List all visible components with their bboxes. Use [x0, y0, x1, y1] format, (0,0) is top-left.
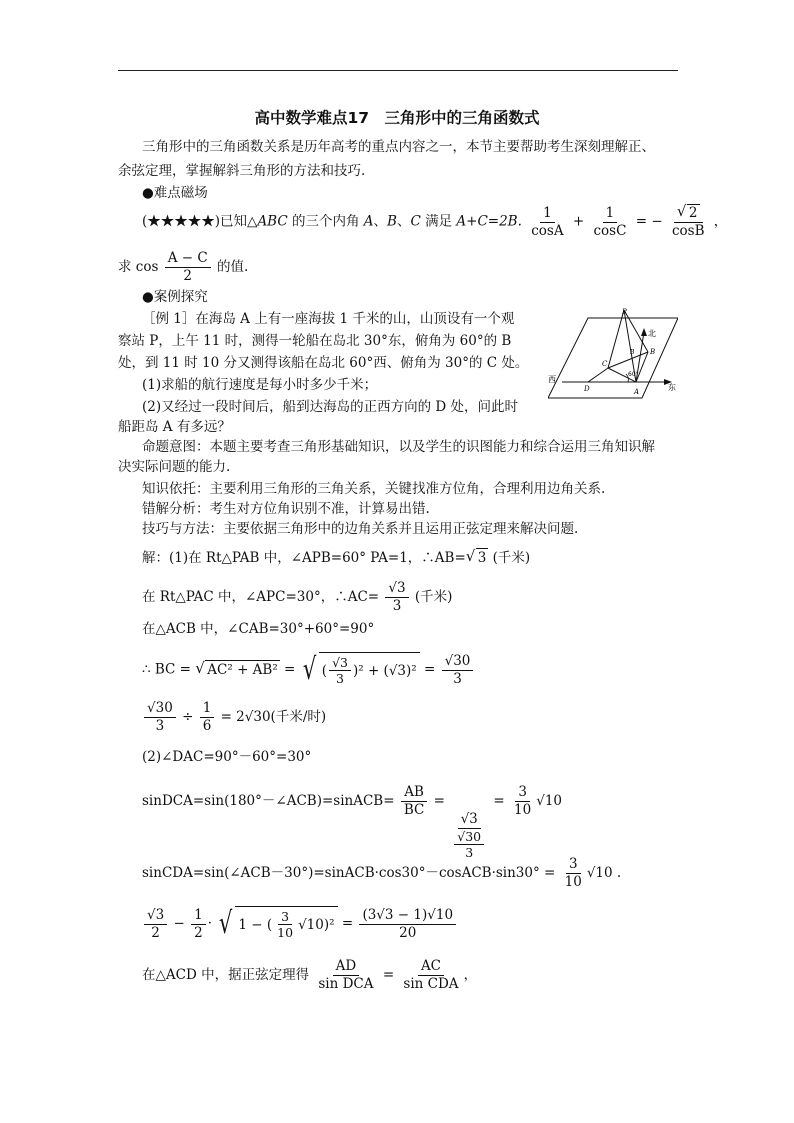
- problem-statement: [142, 204, 727, 240]
- fraction-ab-bc: $\frac{AB}{BC}$: [401, 784, 428, 819]
- fraction-half-diff: $\frac{A - C}{2}$: [165, 250, 211, 285]
- sqrt-expression: √ ( √3 3 )² + (√3)²: [300, 652, 420, 688]
- example-line-2: 察站 P，上午 11 时，测得一轮船在岛北 30°东，俯角为 60°的 B: [118, 333, 512, 349]
- north-arrow-icon: [641, 328, 647, 336]
- angle-b: B: [387, 213, 397, 230]
- angle-c: C: [410, 213, 421, 230]
- minus-sign: −: [173, 915, 185, 932]
- header-rule: [118, 70, 678, 71]
- error-analysis: 错解分析：考生对方位角识别不准，计算易出错.: [142, 501, 430, 517]
- fraction-bc-value: $\frac{√30}{3}$: [144, 700, 176, 735]
- label-c: C: [602, 360, 608, 368]
- solution-step-7: [142, 784, 562, 860]
- equals-sign: =: [493, 793, 505, 809]
- example-line-3: 处，到 11 时 10 分又测得该船在岛北 60°西、俯角为 30°的 C 处。: [118, 355, 529, 371]
- step-text: 在△ACD 中，据正弦定理得: [142, 967, 310, 983]
- intro-line-2: 余弦定理，掌握解斜三角形的方法和技巧.: [118, 163, 366, 179]
- fraction-3-10: $\frac{3}{10}$: [564, 856, 582, 890]
- intent-line-1: 命题意图：本题主要考查三角形基础知识，以及学生的识图能力和综合运用三角知识解: [142, 439, 655, 455]
- section-difficulty: ●难点磁场: [142, 185, 208, 201]
- compound-fraction: $\frac{√3}{\frac{√30}{3}}$: [451, 811, 487, 860]
- section-cases: ●案例探究: [142, 289, 208, 305]
- fraction-ad: AD sin DCA: [318, 958, 374, 992]
- sqrt-10: √10 .: [586, 865, 622, 881]
- intro-line-1: 三角形中的三角函数关系是历年高考的重点内容之一，本节主要帮助考生深刻理解正、: [142, 139, 655, 155]
- equals-sign: = −: [635, 213, 663, 230]
- fraction-cosB: √ 2 cosB: [671, 202, 705, 239]
- label-north: 北: [648, 329, 656, 338]
- solution-step-3: 在△ACB 中，∠CAB=30°+60°=90°: [142, 621, 375, 637]
- condition: A+C=2B.: [456, 213, 522, 230]
- intent-line-2: 决实际问题的能力.: [118, 459, 231, 475]
- equals-sign: =: [433, 793, 445, 809]
- solution-step-4: [142, 652, 475, 688]
- example-line-1: ［例 1］在海岛 A 上有一座海拔 1 千米的山，山顶设有一个观: [142, 311, 515, 327]
- fraction-3-10: $\frac{3}{10}$: [514, 784, 532, 818]
- sqrt-sum: √ AC² + AB²: [195, 658, 278, 678]
- question-2b: 船距岛 A 有多远？: [118, 419, 231, 435]
- equals-sign: =: [341, 915, 354, 932]
- label-angle: 60°: [628, 371, 639, 378]
- comma: ，: [463, 967, 478, 983]
- step-text: 解：(1)在 Rt△PAB 中，∠APB=60° PA=1，∴AB=: [142, 550, 466, 566]
- label-d: D: [584, 385, 590, 393]
- sqrt-10: √10: [536, 793, 562, 809]
- solution-step-8: [142, 856, 621, 891]
- divide-sign: ÷: [182, 709, 194, 725]
- ask-prefix: 求 cos: [118, 259, 159, 275]
- fraction-sqrt3-2: $\frac{√3}{2}$: [144, 907, 167, 942]
- fraction-cosC: $\frac{1}{\cos C}$: [593, 204, 627, 239]
- dot-sign: ·: [207, 915, 212, 932]
- equals-sign: =: [382, 967, 395, 983]
- triangle-abc: ABC: [257, 213, 288, 230]
- solution-step-5: [142, 700, 326, 735]
- question-2a: (2)又经过一段时间后，船到达海岛的正西方向的 D 处，问此时: [142, 399, 519, 415]
- problem-text: 满足: [420, 213, 457, 230]
- separator: 、: [373, 213, 388, 230]
- solution-step-9: [142, 906, 458, 942]
- unit: (千米): [414, 589, 453, 605]
- problem-question: [118, 250, 248, 285]
- equals-sign: =: [424, 661, 436, 678]
- fraction-ac-sin: AC sin CDA: [403, 958, 459, 992]
- label-b: B: [650, 348, 656, 356]
- ask-suffix: 的值.: [217, 259, 249, 275]
- label-p: P: [622, 308, 627, 316]
- separator: 、: [396, 213, 411, 230]
- line-cb: [608, 352, 648, 368]
- step-text: 在 Rt△PAC 中，∠APC=30°，∴AC=: [142, 589, 380, 605]
- solution-step-2: [142, 580, 452, 615]
- plane-outline: [548, 318, 678, 398]
- line-cd: [588, 368, 608, 382]
- geometry-figure: [548, 306, 678, 400]
- comma: ，: [713, 213, 728, 230]
- solution-step-10: [142, 958, 477, 993]
- solution-step-1: [142, 548, 530, 567]
- sqrt-expression: √ 1 − ( 3 10 √10)²: [216, 906, 337, 942]
- step-text: sinDCA=sin(180°－∠ACB)=sinACB=: [142, 793, 395, 809]
- line-pc: [608, 310, 624, 368]
- fraction-ac: $\frac{√3}{3}$: [385, 580, 408, 615]
- unit: (千米): [488, 550, 531, 566]
- equals-sign: =: [544, 865, 556, 881]
- technique: 技巧与方法：主要依据三角形中的边角关系并且运用正弦定理来解决问题.: [142, 521, 579, 537]
- label-west: 西: [548, 375, 556, 384]
- angle-a: A: [363, 213, 374, 230]
- speed-result: = 2√30(千米/时): [220, 709, 327, 725]
- fraction-bc: $\frac{√30}{3}$: [442, 653, 474, 688]
- step-text: sinCDA=sin(∠ACB－30°)=sinACB·cos30°－cosACB·sin30°: [142, 865, 540, 881]
- label-a: A: [634, 388, 640, 396]
- problem-text: 的三个内角: [287, 213, 364, 230]
- question-1: (1)求船的航行速度是每小时多少千米；: [142, 377, 378, 393]
- fraction-cosA: $\frac{1}{\cos A}$: [531, 204, 564, 239]
- label-east: 东: [668, 383, 676, 392]
- plus-sign: +: [572, 213, 585, 230]
- problem-text: 已知△: [220, 213, 258, 230]
- label-b2: B: [630, 349, 635, 356]
- difficulty-stars: (★★★★★): [142, 213, 221, 230]
- knowledge-basis: 知识依托：主要利用三角形的三角关系，关键找准方位角，合理利用边角关系.: [142, 481, 606, 497]
- fraction-result: $\frac{(3√3 - 1)√10}{20}$: [359, 907, 456, 942]
- fraction-time: $\frac{1}{6}$: [200, 700, 215, 735]
- fraction-1-2: $\frac{1}{2}$: [191, 907, 206, 942]
- solution-step-6: (2)∠DAC=90°－60°=30°: [142, 749, 312, 765]
- sqrt-3: √ 3: [465, 547, 487, 566]
- page-title: 高中数学难点17 三角形中的三角函数式: [254, 109, 540, 127]
- step-text: ∴ BC =: [142, 661, 191, 678]
- equals-sign: =: [284, 661, 296, 678]
